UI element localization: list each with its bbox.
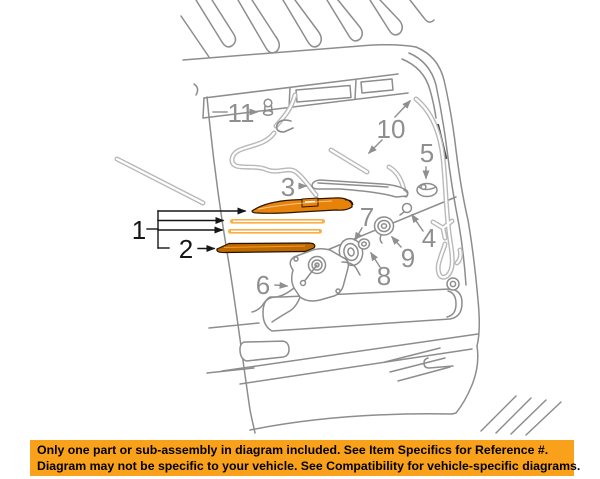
roof-ribs: [181, 0, 434, 95]
notice-line-1: Only one part or sub-assembly in diagram included. See Item Specifics for Reference #.: [37, 443, 549, 457]
callout-label-4: 4: [421, 223, 437, 253]
callout-label-8: 8: [376, 261, 392, 291]
highlighted-parts: [217, 198, 353, 253]
callout-label-2: 2: [178, 234, 194, 264]
grommet-cap: [417, 184, 437, 197]
washer-nozzle-lower: [400, 204, 412, 216]
wiper-arm: [312, 180, 408, 197]
callout-label-3: 3: [280, 172, 296, 202]
pivot-cap: [375, 217, 394, 243]
callout-label-7: 7: [359, 202, 375, 232]
washer-nozzle-spoiler: [264, 99, 273, 115]
callout-label-5: 5: [419, 138, 435, 168]
callout-label-6: 6: [255, 270, 271, 300]
callout-label-1: 1: [131, 215, 147, 245]
wiper-blade-assembly-highlight: [252, 198, 353, 213]
wiper-refill-highlight-2: [228, 229, 322, 234]
notice-banner: [30, 440, 581, 476]
notice-line-2: Diagram may not be specific to your vehicle. See Compatibility for vehicle-specific diagrams.: [37, 459, 581, 474]
wiper-blade-highlight-2: [217, 243, 315, 253]
callout-label-9: 9: [400, 243, 416, 273]
wiper-refill-highlight-1: [230, 219, 325, 224]
callout-label-10: 10: [376, 114, 406, 144]
lower-tailgate: [207, 278, 561, 435]
callout-label-11: 11: [227, 98, 255, 128]
